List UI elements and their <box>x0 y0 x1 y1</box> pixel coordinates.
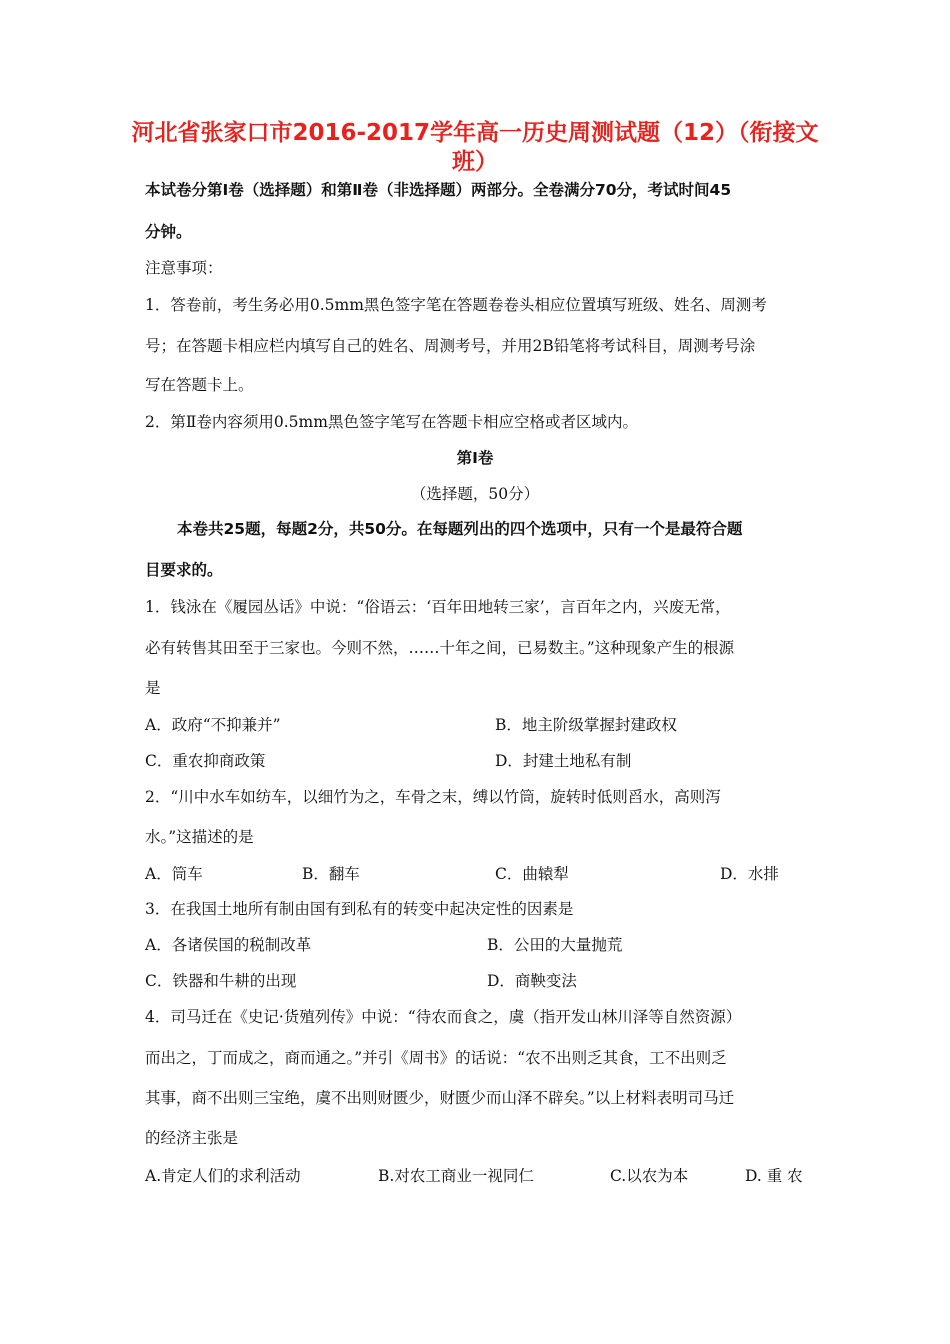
notice-heading: 注意事项： <box>145 259 223 277</box>
question-4-line1: 4．司马迁在《史记·货殖列传》中说：“待农而食之，虞（指开发山林川泽等自然资源） <box>145 1008 742 1026</box>
notice-item1-line2: 号；在答题卡相应栏内填写自己的姓名、周测考号，并用2B铅笔将考试科目，周测考号涂 <box>145 337 756 355</box>
question-2-option-d: D．水排 <box>720 865 779 883</box>
intro-line1: 本试卷分第Ⅰ卷（选择题）和第Ⅱ卷（非选择题）两部分。全卷满分70分，考试时间45 <box>145 181 732 199</box>
notice-item1-line1: 1．答卷前，考生务必用0.5mm黑色签字笔在答题卷卷头相应位置填写班级、姓名、周测考 <box>145 296 767 314</box>
section-subheading: （选择题，50分） <box>410 485 540 503</box>
question-2-option-c: C．曲辕犁 <box>495 865 569 883</box>
section-instructions-line2: 目要求的。 <box>145 561 223 579</box>
question-2-line1: 2．“川中水车如纺车，以细竹为之，车骨之末，缚以竹筒，旋转时低则舀水，高则泻 <box>145 788 721 806</box>
question-1-option-a: A．政府“不抑兼并” <box>145 716 281 734</box>
question-1-line3: 是 <box>145 679 161 697</box>
question-4-option-a: A.肯定人们的求利活动 <box>145 1167 301 1185</box>
notice-item1-line3: 写在答题卡上。 <box>145 376 254 394</box>
question-4-line2: 而出之，丁而成之，商而通之。”并引《周书》的话说：“农不出则乏其食，工不出则乏 <box>145 1049 727 1067</box>
document-title-line2: 班） <box>452 149 498 175</box>
question-3-line1: 3．在我国土地所有制由国有到私有的转变中起决定性的因素是 <box>145 900 574 918</box>
question-1-line2: 必有转售其田至于三家也。今则不然，……十年之间，已易数主。”这种现象产生的根源 <box>145 639 735 657</box>
question-1-option-c: C．重农抑商政策 <box>145 752 266 770</box>
question-4-option-b: B.对农工商业一视同仁 <box>378 1167 534 1185</box>
section-instructions-line1: 本卷共25题，每题2分，共50分。在每题列出的四个选项中，只有一个是最符合题 <box>177 520 743 538</box>
question-1-option-d: D．封建土地私有制 <box>495 752 632 770</box>
section-heading: 第Ⅰ卷 <box>456 449 494 467</box>
question-4-option-d: D. 重 农 <box>745 1167 803 1185</box>
notice-item2: 2．第Ⅱ卷内容须用0.5mm黑色签字笔写在答题卡相应空格或者区域内。 <box>145 413 638 431</box>
document-title-line1: 河北省张家口市2016-2017学年高一历史周测试题（12）（衔接文 <box>131 120 819 146</box>
question-3-option-b: B．公田的大量抛荒 <box>487 936 623 954</box>
question-4-line3: 其事，商不出则三宝绝，虞不出则财匮少，财匮少而山泽不辟矣。”以上材料表明司马迁 <box>145 1089 735 1107</box>
intro-line2: 分钟。 <box>145 223 192 241</box>
question-1-option-b: B．地主阶级掌握封建政权 <box>495 716 677 734</box>
question-2-line2: 水。”这描述的是 <box>145 828 254 846</box>
question-3-option-d: D．商鞅变法 <box>487 972 577 990</box>
question-3-option-c: C．铁器和牛耕的出现 <box>145 972 297 990</box>
question-4-line4: 的经济主张是 <box>145 1129 239 1147</box>
question-2-option-a: A．筒车 <box>145 865 203 883</box>
question-4-option-c: C.以农为本 <box>610 1167 689 1185</box>
question-2-option-b: B．翻车 <box>302 865 360 883</box>
question-3-option-a: A．各诸侯国的税制改革 <box>145 936 312 954</box>
question-1-line1: 1．钱泳在《履园丛话》中说：“俗语云：‘百年田地转三家’，言百年之内，兴废无常， <box>145 598 731 616</box>
